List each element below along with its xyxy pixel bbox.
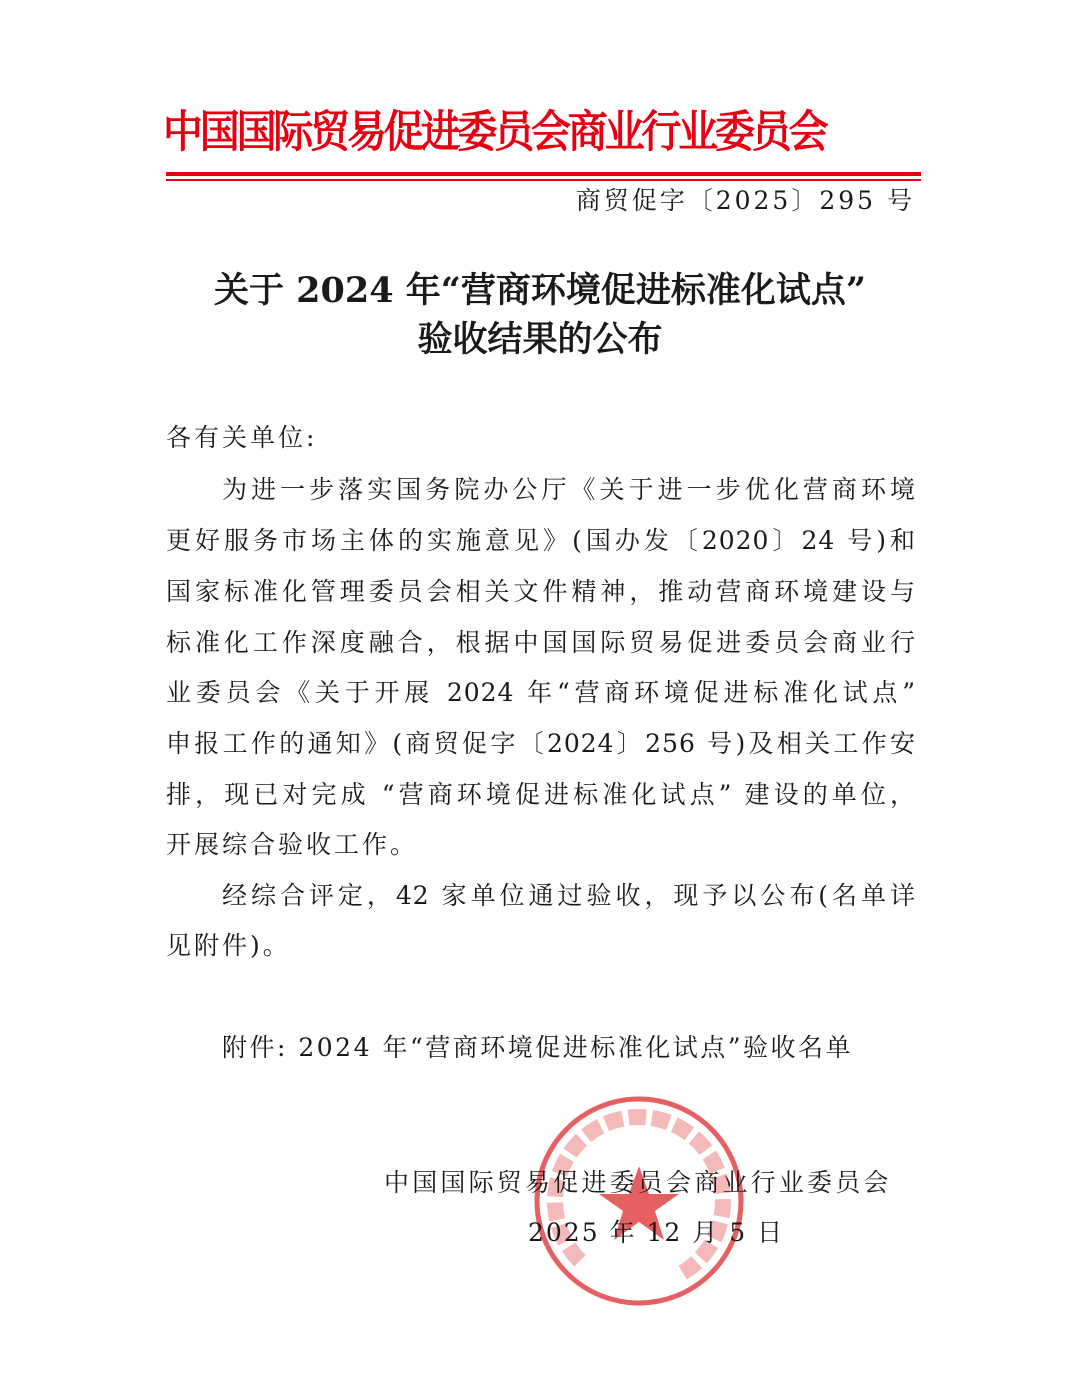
signature-date: 2025 年 12 月 5 日 <box>528 1218 785 1247</box>
signature-organization: 中国国际贸易促进委员会商业行业委员会 <box>384 1168 892 1197</box>
paragraph-line: 为进一步落实国务院办公厅《关于进一步优化营商环境 <box>222 475 916 504</box>
document-title-line1: 关于 2024 年“营商环境促进标准化试点” <box>213 270 867 311</box>
official-seal <box>532 1094 746 1308</box>
paragraph-line: 经综合评定，42 家单位通过验收，现予以公布(名单详 <box>222 881 916 910</box>
paragraph-line: 国家标准化管理委员会相关文件精神，推动营商环境建设与 <box>166 577 916 606</box>
salutation: 各有关单位: <box>166 423 318 452</box>
letterhead-organization: 中国国际贸易促进委员会商业行业委员会 <box>163 106 826 158</box>
document-number: 商贸促字〔2025〕295 号 <box>575 186 915 215</box>
paragraph-line: 业委员会《关于开展 2024 年“营商环境促进标准化试点” <box>166 678 916 707</box>
letterhead-divider-thin <box>166 179 921 181</box>
paragraph-line: 排，现已对完成 “营商环境促进标准化试点” 建设的单位， <box>166 780 916 809</box>
paragraph-line: 开展综合验收工作。 <box>166 830 419 859</box>
paragraph-line: 标准化工作深度融合，根据中国国际贸易促进委员会商业行 <box>166 628 916 657</box>
letterhead-divider <box>166 172 921 176</box>
paragraph-line: 申报工作的通知》(商贸促字〔2024〕256 号)及相关工作安 <box>166 729 916 758</box>
document-title-line2: 验收结果的公布 <box>417 319 663 360</box>
paragraph-line: 更好服务市场主体的实施意见》(国办发〔2020〕24 号)和 <box>166 526 916 555</box>
attachment-note: 附件: 2024 年“营商环境促进标准化试点”验收名单 <box>222 1033 854 1062</box>
paragraph-line: 见附件)。 <box>166 931 291 960</box>
